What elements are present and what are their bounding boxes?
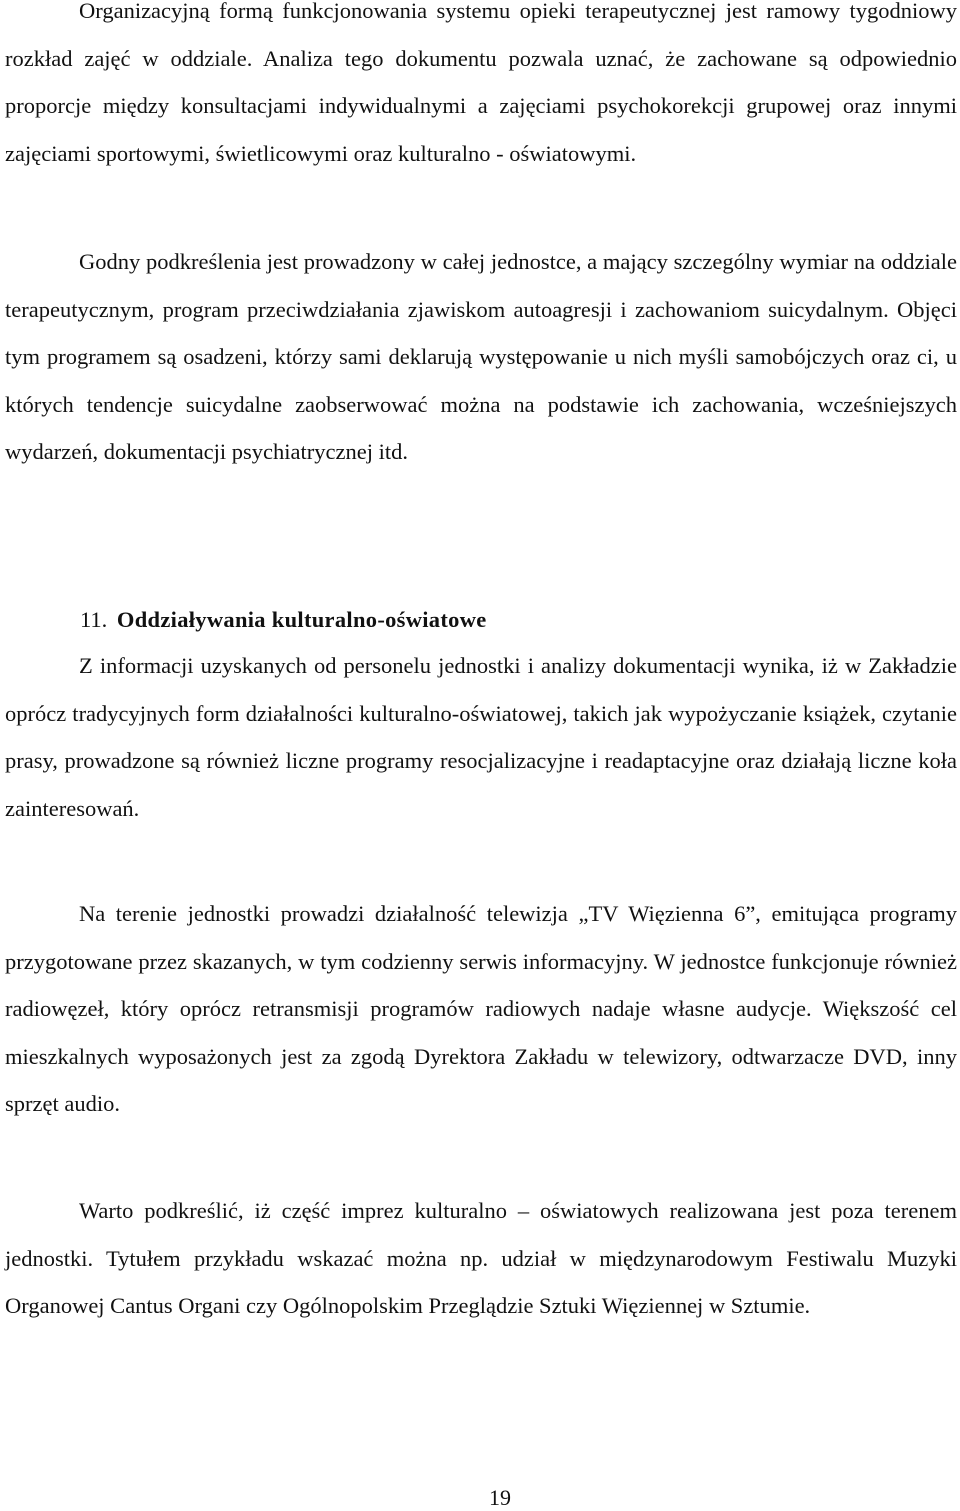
page-number: 19 <box>489 1485 511 1510</box>
paragraph-tv-radio: Na terenie jednostki prowadzi działalność telewizja „TV Więzienna 6”, emitująca programy przygotowane przez skazanych, w tym codzienny serwis informacyjny. W jednostce funkcjonuje również radiowęzeł, który oprócz retransmisji programów radiowych nadaje własne audycje. Większość cel mieszkalnych wyposażonych jest za zgodą Dyrektora Zakładu w telewizory, odtwarzacze DVD, inny sprzęt audio. <box>5 901 957 1117</box>
paragraph-therapy-schedule: Organizacyjną formą funkcjonowania systemu opieki terapeutycznej jest ramowy tygodniowy rozkład zajęć w oddziale. Analiza tego dokumentu pozwala uznać, że zachowane są odpowiednio proporcje między konsultacjami indywidualnymi a zajęciami psychokorekcji grupowej oraz innymi zajęciami sportowymi, świetlicowymi oraz kulturalno - oświatowymi. <box>5 0 957 166</box>
paragraph-suicide-prevention: Godny podkreślenia jest prowadzony w całej jednostce, a mający szczególny wymiar na oddziale terapeutycznym, program przeciwdziałania zjawiskom autoagresji i zachowaniom suicydalnym. Objęci tym programem są osadzeni, którzy sami deklarują występowanie u nich myśli samobójczych oraz ci, u których tendencje suicydalne zaobserwować można na podstawie ich zachowania, wcześniejszych wydarzeń, dokumentacji psychiatrycznej itd. <box>5 249 957 465</box>
section-heading <box>80 596 487 644</box>
section-title: Oddziaływania kulturalno-oświatowe <box>116 607 487 632</box>
paragraph-external-events: Warto podkreślić, iż część imprez kulturalno – oświatowych realizowana jest poza terenem jednostki. Tytułem przykładu wskazać można np. udział w międzynarodowym Festiwalu Muzyki Organowej Cantus Organi czy Ogólnopolskim Przeglądzie Sztuki Więziennej w Sztumie. <box>5 1198 957 1319</box>
section-number: 11. <box>80 607 108 632</box>
paragraph-cultural-activities: Z informacji uzyskanych od personelu jednostki i analizy dokumentacji wynika, iż w Zakładzie oprócz tradycyjnych form działalności kulturalno-oświatowej, takich jak wypożyczanie książek, czytanie prasy, prowadzone są również liczne programy resocjalizacyjne i readaptacyjne oraz działają liczne koła zainteresowań. <box>5 653 957 821</box>
